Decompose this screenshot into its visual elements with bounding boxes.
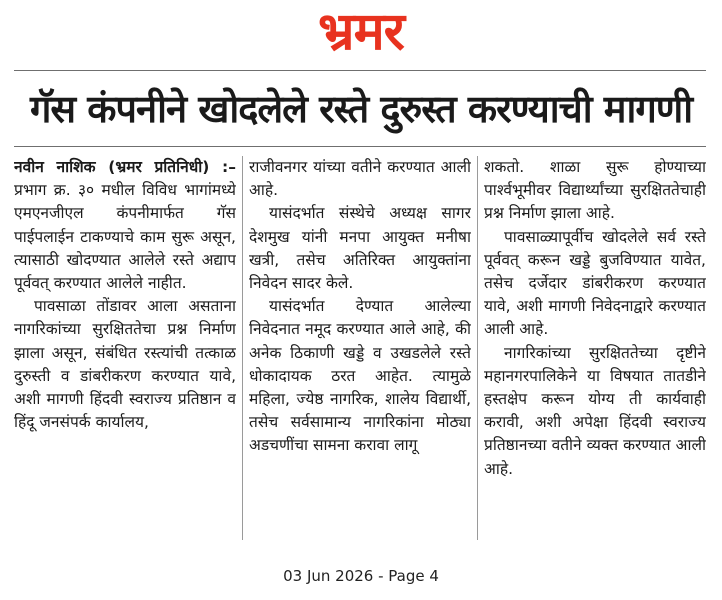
article-paragraph: पावसाळ्यापूर्वीच खोदलेले सर्व रस्ते पूर्ववत् करून खड्डे बुजविण्यात यावेत, तसेच दर्जेदार डांबरीकरण करण्यात यावे, अशी मागणी निवेदनाद्वारे करण्यात आली आहे. [484,227,706,339]
header-rule [14,70,706,71]
article-paragraph [14,156,236,295]
newspaper-logo: भ्रमर [318,2,404,62]
article-byline: नवीन नाशिक (भ्रमर प्रतिनिधी) :– [14,158,236,176]
article-paragraph: यासंदर्भात संस्थेचे अध्यक्ष सागर देशमुख यांनी मनपा आयुक्त मनीषा खत्री, तसेच अतिरिक्त आयुक्तांना निवेदन सादर केले. [249,204,471,293]
article-paragraph: नागरिकांच्या सुरक्षिततेच्या दृष्टीने महानगरपालिकेने या विषयात तातडीने हस्तक्षेप करून योग्य ती कार्यवाही करावी, अशी अपेक्षा हिंदवी स्वराज्य प्रतिष्ठानच्या वतीने व्यक्त करण्यात आली आहे. [484,343,706,478]
article-lead-text: प्रभाग क्र. ३० मधील विविध भागांमध्ये एमएनजीएल कंपनीमार्फत गॅस पाईपलाईन टाकण्याचे काम सुरू असून, त्यासाठी खोदण्यात आलेले रस्ते अद्याप पूर्ववत् करण्यात आलेले नाहीत. [14,181,236,293]
page-footer: 03 Jun 2026 - Page 4 [283,567,439,585]
article-paragraph: राजीवनगर यांच्या वतीने करण्यात आली आहे. [249,158,471,200]
article-column-2 [249,156,471,542]
article-column-3 [484,156,706,542]
article-column-1 [14,156,236,542]
article-paragraph: पावसाळा तोंडावर आला असताना नागरिकांच्या सुरक्षिततेचा प्रश्न निर्माण झाला असून, संबंधित रस्त्यांची तत्काळ दुरुस्ती व डांबरीकरण करण्यात यावे, अशी मागणी हिंदवी स्वराज्य प्रतिष्ठान व हिंदू जनसंपर्क कार्यालय, [14,297,236,432]
article-body [14,156,706,542]
article-headline: गॅस कंपनीने खोदलेले रस्ते दुरुस्त करण्याची मागणी [29,87,693,131]
article-paragraph: यासंदर्भात देण्यात आलेल्या निवेदनात नमूद करण्यात आले आहे, की अनेक ठिकाणी खड्डे व उखडलेले रस्ते धोकादायक ठरत आहेत. त्यामुळे महिला, ज्येष्ठ नागरिक, शालेय विद्यार्थी, तसेच सर्वसामान्य नागरिकांना मोठ्या अडचणींचा सामना करावा लागू [249,297,471,455]
masthead [0,0,722,66]
article-paragraph: शकतो. शाळा सुरू होण्याच्या पार्श्वभूमीवर विद्यार्थ्यांच्या सुरक्षिततेचाही प्रश्न निर्माण झाला आहे. [484,158,706,223]
column-divider [477,156,478,540]
headline-rule [14,146,706,147]
column-divider [242,156,243,540]
